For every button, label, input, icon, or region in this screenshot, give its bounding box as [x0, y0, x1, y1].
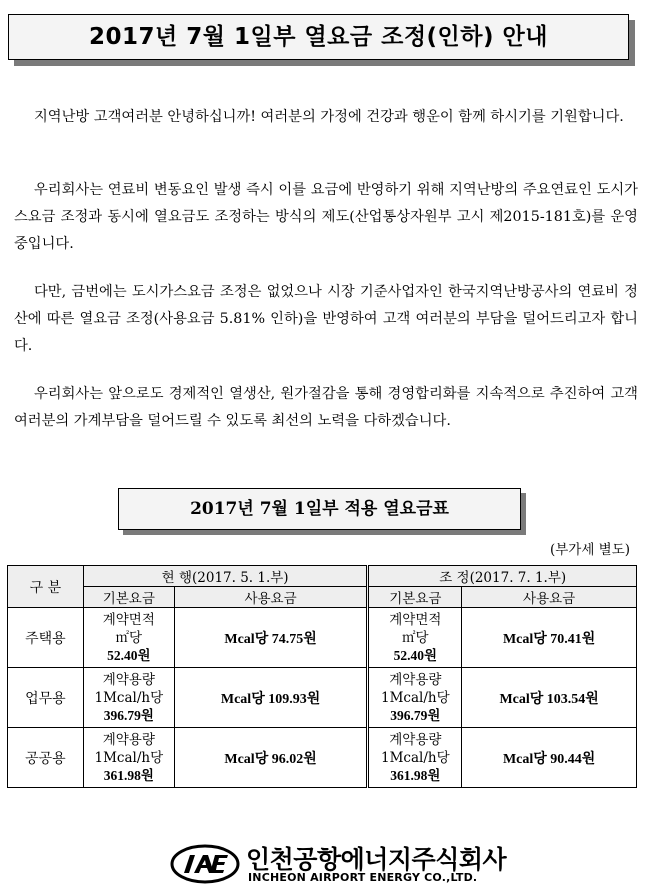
base-line-1: 계약용량	[102, 671, 155, 688]
category-cell: 주택용	[8, 608, 84, 668]
table-row-public	[8, 728, 637, 788]
base-line-2: 1Mcal/h당	[94, 689, 164, 706]
base-price: 361.98원	[103, 767, 154, 783]
base-price: 52.40원	[393, 647, 438, 663]
table-row-residential	[8, 608, 637, 668]
header-row-2	[8, 587, 637, 608]
adjusted-usage-cell: Mcal당 70.41원	[462, 608, 637, 668]
adjusted-base-cell	[368, 608, 462, 668]
paragraph-commitment: 우리회사는 앞으로도 경제적인 열생산, 원가절감을 통해 경영합리화를 지속적으로 추진하여 고객 여러분의 가계부담을 덜어드릴 수 있도록 최선의 노력을 다하겠습니다.	[14, 386, 638, 429]
header-row-1	[8, 566, 637, 587]
category-header: 구 분	[8, 566, 84, 608]
current-usage-cell: Mcal당 96.02원	[174, 728, 368, 788]
base-line-1: 계약용량	[389, 731, 442, 748]
adjusted-header: 조 정(2017. 7. 1.부)	[368, 566, 637, 587]
company-name-en: INCHEON AIRPORT ENERGY CO.,LTD.	[248, 871, 478, 884]
current-header: 현 행(2017. 5. 1.부)	[83, 566, 368, 587]
table-row-business	[8, 668, 637, 728]
table-title: 2017년 7월 1일부 적용 열요금표	[190, 499, 449, 519]
base-line-1: 계약용량	[389, 671, 442, 688]
title-box	[8, 14, 629, 60]
base-line-2: 1Mcal/h당	[381, 749, 450, 766]
current-base-cell	[83, 608, 174, 668]
base-line-1: 계약면적	[389, 611, 442, 628]
current-base-header: 기본요금	[83, 587, 174, 608]
current-base-cell	[83, 728, 174, 788]
iae-logo-icon	[170, 844, 240, 884]
company-name-ko: 인천공항에너지주식회사	[246, 845, 507, 874]
base-line-2: ㎡당	[115, 629, 143, 646]
current-base-cell	[83, 668, 174, 728]
rate-table	[7, 565, 637, 788]
adjusted-base-header: 기본요금	[368, 587, 462, 608]
base-line-1: 계약면적	[102, 611, 155, 628]
page-title: 2017년 7월 1일부 열요금 조정(인하) 안내	[89, 24, 548, 50]
table-title-box	[118, 488, 521, 530]
base-line-2: ㎡당	[402, 629, 429, 646]
category-cell: 업무용	[8, 668, 84, 728]
base-price: 361.98원	[390, 767, 441, 783]
current-usage-header: 사용요금	[174, 587, 368, 608]
current-usage-cell: Mcal당 109.93원	[174, 668, 368, 728]
adjusted-usage-cell: Mcal당 90.44원	[462, 728, 637, 788]
paragraph-policy: 우리회사는 연료비 변동요인 발생 즉시 이를 요금에 반영하기 위해 지역난방의 주요연료인 도시가스요금 조정과 동시에 열요금도 조정하는 방식의 제도(산업통상자원부 고시 제2015-181호)를 운영 중입니다.	[14, 182, 638, 252]
base-price: 396.79원	[390, 707, 441, 723]
company-logo	[170, 840, 507, 888]
current-usage-cell: Mcal당 74.75원	[174, 608, 368, 668]
paragraph-adjustment: 다만, 금번에는 도시가스요금 조정은 없었으나 시장 기준사업자인 한국지역난방공사의 연료비 정산에 따른 열요금 조정(사용요금 5.81% 인하)을 반영하여 고객 여러분의 부담을 덜어드리고자 합니다.	[14, 284, 638, 354]
category-cell: 공공용	[8, 728, 84, 788]
base-price: 52.40원	[107, 647, 151, 663]
base-line-1: 계약용량	[102, 731, 155, 748]
adjusted-base-cell	[368, 728, 462, 788]
adjusted-usage-header: 사용요금	[462, 587, 637, 608]
adjusted-usage-cell: Mcal당 103.54원	[462, 668, 637, 728]
vat-note: (부가세 별도)	[549, 542, 630, 558]
base-line-2: 1Mcal/h당	[381, 689, 450, 706]
base-line-2: 1Mcal/h당	[94, 749, 164, 766]
adjusted-base-cell	[368, 668, 462, 728]
base-price: 396.79원	[103, 707, 154, 723]
paragraph-greeting: 지역난방 고객여러분 안녕하십니까! 여러분의 가정에 건강과 행운이 함께 하시기를 기원합니다.	[34, 109, 624, 125]
